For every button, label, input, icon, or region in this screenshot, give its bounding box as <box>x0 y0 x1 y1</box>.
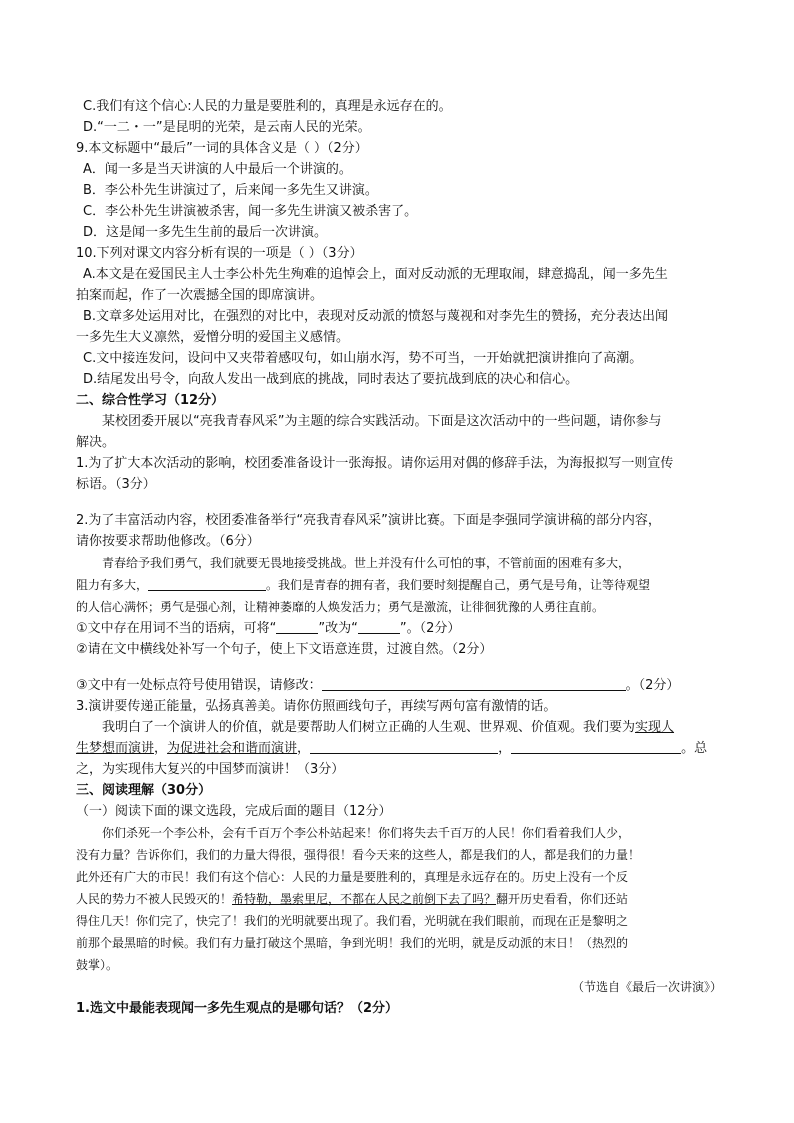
q3-text: ， <box>498 741 512 756</box>
q3-text: 。总 <box>681 741 708 756</box>
underlined-sentence: 生梦想而演讲 <box>76 741 155 756</box>
s2-q2-line2: 请你按要求帮助他修改。（6分） <box>76 534 260 549</box>
excerpt-line7: 鼓掌）。 <box>76 958 119 972</box>
speech-passage-line1: 青春给予我们勇气，我们就要无畏地接受挑战。世上并没有什么可怕的事，不管前面的困难有多大， <box>102 556 631 570</box>
excerpt-line2: 没有力量？告诉你们，我们的力量大得很，强得很！看今天来的这些人，都是我们的人，都是我们的力量！ <box>76 848 641 862</box>
s2-q3: 3.演讲要传递正能量，弘扬真善美。请你仿照画线句子，再续写两句富有激情的话。 <box>76 699 557 714</box>
q10-option-d: D.结尾发出号令，向敌人发出一战到底的挑战，同时表达了要抗战到底的决心和信心。 <box>83 372 579 387</box>
fill-blank <box>511 739 681 754</box>
q10-option-a-line2: 拍案而起，作了一次震撼全国的即席演讲。 <box>76 288 324 303</box>
fill-blank <box>148 576 266 591</box>
q3-text: ， <box>154 741 168 756</box>
q3-text: 我明白了一个演讲人的价值，就是要帮助人们树立正确的人生观、世界观、价值观。我们要为 <box>102 720 636 735</box>
answer-space <box>76 660 722 675</box>
sub3-text: ③文中有一处标点符号使用错误，请修改： <box>76 678 322 693</box>
sub1-text: ①文中存在用词不当的语病，可将“ <box>76 621 277 636</box>
s2-sub1 <box>76 618 722 639</box>
s2-q3-passage-line3: 之，为实现伟大复兴的中国梦而演讲！（3分） <box>76 762 345 777</box>
q10-option-a-line1: A.本文是在爱国民主人士李公朴先生殉难的追悼会上，面对反动派的无理取闹，肆意捣乱，闻一多先生 <box>83 267 668 282</box>
s2-sub2: ②请在文中横线处补写一个句子，使上下文语意连贯，过渡自然。（2分） <box>76 642 493 657</box>
q10-stem: 10.下列对课文内容分析有误的一项是（ ）（3分） <box>76 246 363 261</box>
excerpt-text: 人民的势力不被人民毁灭的！ <box>76 892 233 906</box>
excerpt-line6: 前那个最黑暗的时候。我们有力量打破这个黑暗，争到光明！我们的光明，就是反动派的末日！（热烈的 <box>76 936 629 950</box>
s2-sub3 <box>76 675 722 696</box>
s2-q3-passage-line1 <box>76 717 722 738</box>
answer-space <box>76 495 722 510</box>
sub1-text: ”改为“ <box>318 621 358 636</box>
sub1-text: ”。（2分） <box>399 621 461 636</box>
fill-blank <box>276 619 318 634</box>
excerpt-line1: 你们杀死一个李公朴，会有千百万个李公朴站起来！你们将失去千百万的人民！你们看着我们人少， <box>102 826 631 840</box>
q10-option-b-line1: B.文章多处运用对比，在强烈的对比中，表现对反动派的愤怒与蔑视和对李先生的赞扬，充分表达出闻 <box>83 309 669 324</box>
q9-stem: 9.本文标题中“最后”一词的具体含义是（ ）（2分） <box>76 141 368 156</box>
s2-q1-line2: 标语。（3分） <box>76 477 156 492</box>
q9-option-a: A．闻一多是当天讲演的人中最后一个讲演的。 <box>83 162 352 177</box>
section3-part1: （一）阅读下面的课文选段，完成后面的题目（12分） <box>76 804 392 819</box>
sub3-text: 。（2分） <box>625 678 680 693</box>
passage-text: 。我们是青春的拥有者，我们要时刻提醒自己，勇气是号角，让等待观望 <box>266 578 651 592</box>
q8-option-d: D.“一二・一”是昆明的光荣，是云南人民的光荣。 <box>83 120 371 135</box>
speech-passage-line2 <box>76 574 722 596</box>
s3-q1: 1.选文中最能表现闻一多先生观点的是哪句话？（2分） <box>76 1001 399 1016</box>
q10-option-b-line2: 一多先生大义凛然，爱憎分明的爱国主义感情。 <box>76 330 350 345</box>
fill-blank <box>358 619 400 634</box>
q8-option-c: C.我们有这个信心:人民的力量是要胜利的，真理是永远存在的。 <box>83 99 452 114</box>
section2-intro-line1: 某校团委开展以“亮我青春风采”为主题的综合实践活动。下面是这次活动中的一些问题，请你参与 <box>102 414 662 429</box>
excerpt-line5: 得住几天！你们完了，快完了！我们的光明就要出现了。我们看，光明就在我们眼前，而现在正是黎明之 <box>76 914 629 928</box>
page-content <box>76 96 722 1019</box>
s2-q2-line1: 2.为了丰富活动内容，校团委准备举行“亮我青春风采”演讲比赛。下面是李强同学演讲稿的部分内容， <box>76 513 661 528</box>
q9-option-c: C．李公朴先生讲演被杀害，闻一多先生讲演又被杀害了。 <box>83 204 418 219</box>
s2-q3-passage-line2 <box>76 738 722 759</box>
excerpt-line3: 此外还有广大的市民！我们有这个信心：人民的力量是要胜利的，真理是永远存在的。历史上没有一个反 <box>76 870 629 884</box>
q3-text: ， <box>297 741 311 756</box>
underlined-sentence: 为促进社会和谐而演讲 <box>167 741 298 756</box>
excerpt-text: 翻开历史看看，你们还站 <box>496 892 629 906</box>
q9-option-d: D．这是闻一多先生生前的最后一次讲演。 <box>83 225 328 240</box>
fill-blank <box>310 739 498 754</box>
q9-option-b: B．李公朴先生讲演过了，后来闻一多先生又讲演。 <box>83 183 378 198</box>
fill-blank <box>322 676 626 691</box>
section2-intro-line2: 解决。 <box>76 435 116 450</box>
excerpt-line4 <box>76 888 722 910</box>
section3-title: 三、阅读理解（30分） <box>76 783 212 798</box>
underlined-sentence: 实现人 <box>635 720 675 735</box>
speech-passage-line3: 的人信心满怀；勇气是强心剂，让精神萎靡的人焕发活力；勇气是激流，让徘徊犹豫的人勇往直前。 <box>76 600 605 614</box>
underlined-sentence: 希特勒，墨索里尼，不都在人民之前倒下去了吗？ <box>232 892 497 906</box>
section2-title: 二、综合性学习（12分） <box>76 393 225 408</box>
excerpt-source: （节选自《最后一次讲演》） <box>571 980 722 994</box>
passage-text: 阻力有多大， <box>76 578 149 592</box>
s2-q1-line1: 1.为了扩大本次活动的影响，校团委准备设计一张海报。请你运用对偶的修辞手法，为海报拟写一则宣传 <box>76 456 674 471</box>
q10-option-c: C.文中接连发问，设问中又夹带着感叹句，如山崩水泻，势不可当，一开始就把演讲推向了高潮。 <box>83 351 643 366</box>
